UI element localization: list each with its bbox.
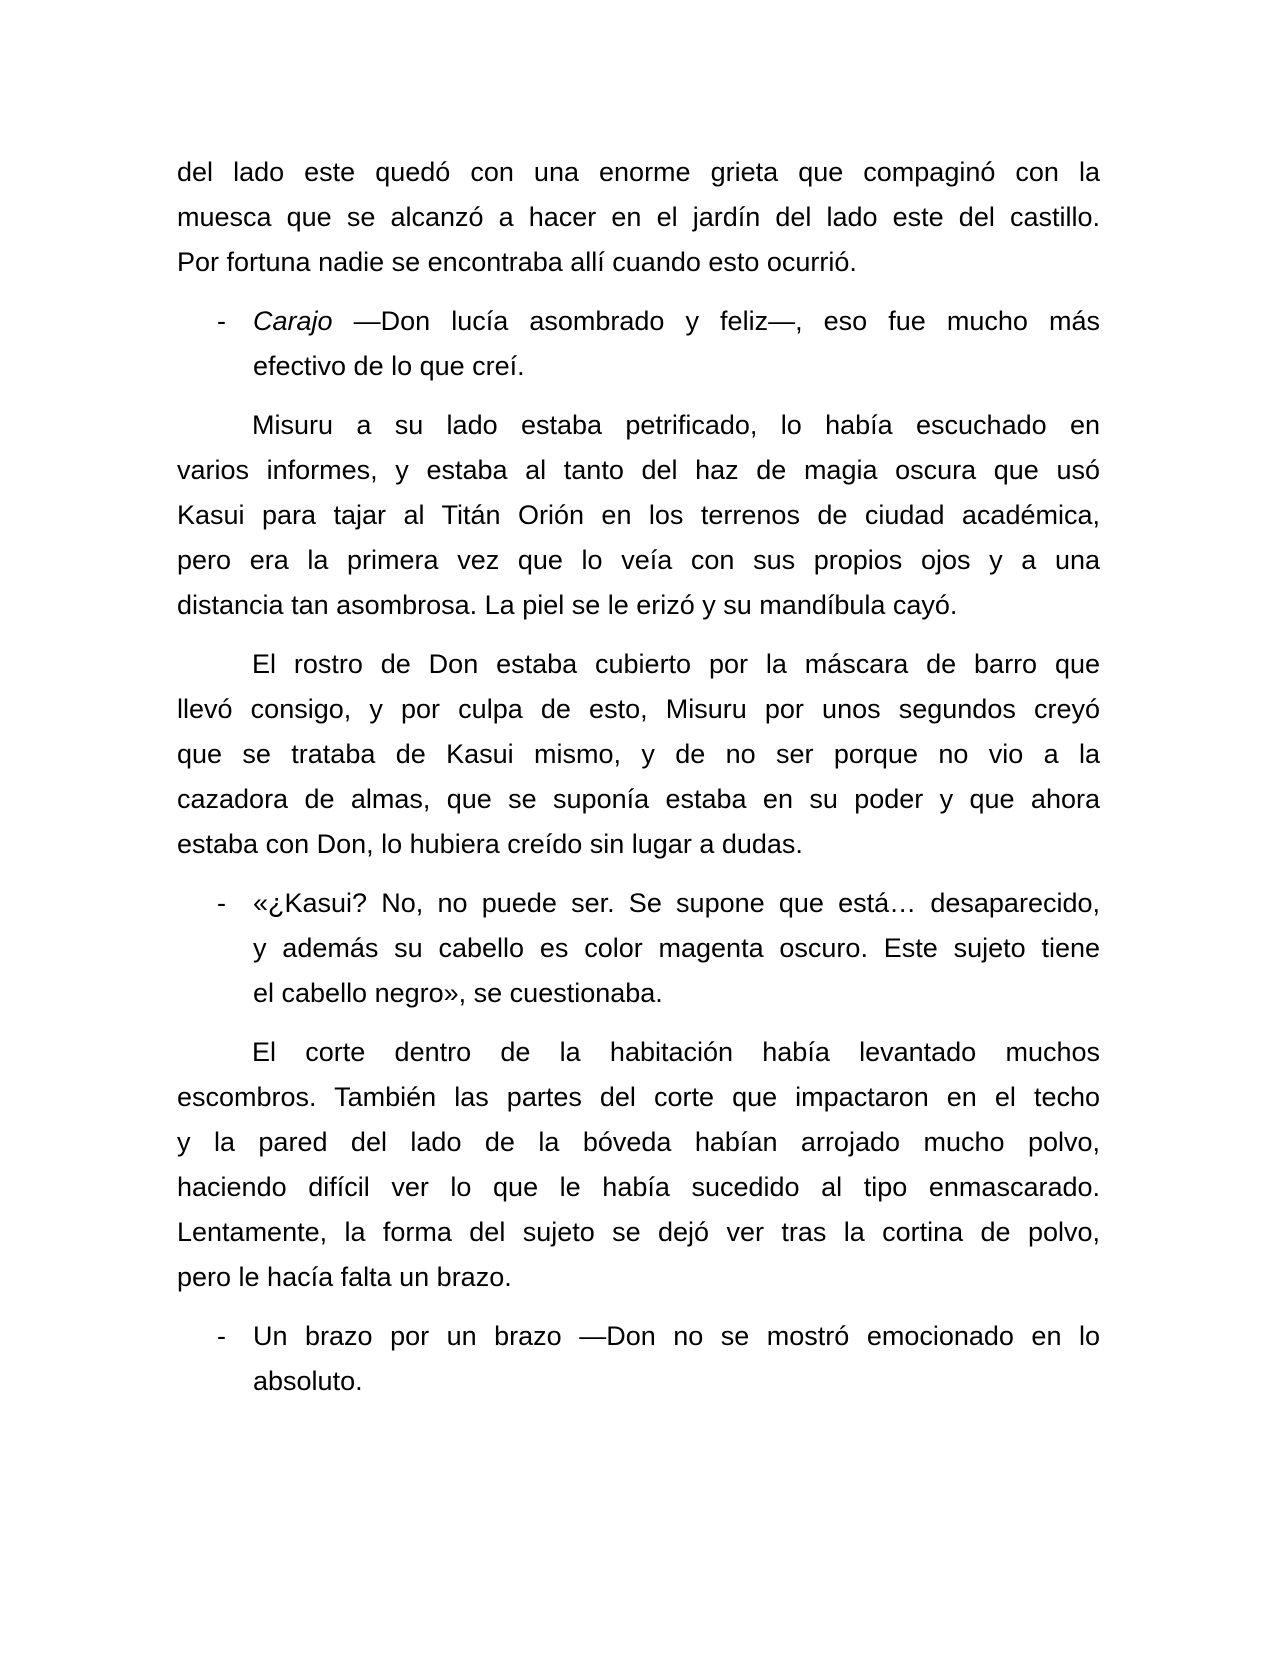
text-line: varios informes, y estaba al tanto del haz de magia oscura que usó bbox=[177, 455, 1100, 485]
text-line: escombros. También las partes del corte que impactaron en el techo bbox=[177, 1082, 1100, 1112]
bullet-dash: - bbox=[217, 888, 226, 918]
text-line: Por fortuna nadie se encontraba allí cuando esto ocurrió. bbox=[177, 247, 857, 277]
text-line: Kasui para tajar al Titán Orión en los terrenos de ciudad académica, bbox=[177, 500, 1100, 530]
paragraph bbox=[177, 642, 1100, 867]
text-line: El rostro de Don estaba cubierto por la máscara de barro que bbox=[252, 649, 1100, 679]
text-line: haciendo difícil ver lo que le había sucedido al tipo enmascarado. bbox=[177, 1172, 1100, 1202]
text-line: Misuru a su lado estaba petrificado, lo había escuchado en bbox=[252, 410, 1100, 440]
bullet-dash: - bbox=[217, 1321, 226, 1351]
text-line: y además su cabello es color magenta oscuro. Este sujeto tiene bbox=[253, 933, 1100, 963]
paragraph bbox=[177, 1030, 1100, 1300]
text-line: Un brazo por un brazo —Don no se mostró emocionado en lo bbox=[253, 1321, 1100, 1351]
text-line: pero le hacía falta un brazo. bbox=[177, 1262, 512, 1292]
text-line: pero era la primera vez que lo veía con sus propios ojos y a una bbox=[177, 545, 1100, 575]
text-line: absoluto. bbox=[253, 1366, 363, 1396]
paragraph bbox=[177, 403, 1100, 628]
bullet-dash: - bbox=[217, 306, 226, 336]
text-line: muesca que se alcanzó a hacer en el jardín del lado este del castillo. bbox=[177, 202, 1100, 232]
text-line: efectivo de lo que creí. bbox=[253, 351, 525, 381]
text-line: el cabello negro», se cuestionaba. bbox=[253, 978, 663, 1008]
text-line: que se trataba de Kasui mismo, y de no ser porque no vio a la bbox=[177, 739, 1100, 769]
text-span: —Don lucía asombrado y feliz—, eso fue mucho más bbox=[332, 306, 1100, 336]
italic-text: Carajo bbox=[253, 306, 333, 336]
text-line: llevó consigo, y por culpa de esto, Misuru por unos segundos creyó bbox=[177, 694, 1100, 724]
text-line: El corte dentro de la habitación había levantado muchos bbox=[252, 1037, 1100, 1067]
text-line: y la pared del lado de la bóveda habían arrojado mucho polvo, bbox=[177, 1127, 1100, 1157]
document-page bbox=[177, 150, 1100, 1418]
text-line: distancia tan asombrosa. La piel se le erizó y su mandíbula cayó. bbox=[177, 590, 958, 620]
text-line: «¿Kasui? No, no puede ser. Se supone que está… desaparecido, bbox=[253, 888, 1100, 918]
text-line: cazadora de almas, que se suponía estaba en su poder y que ahora bbox=[177, 784, 1100, 814]
text-line bbox=[253, 299, 1100, 344]
bullet-item bbox=[177, 1314, 1100, 1404]
bullet-item bbox=[177, 299, 1100, 389]
text-line: Lentamente, la forma del sujeto se dejó ver tras la cortina de polvo, bbox=[177, 1217, 1100, 1247]
text-line: del lado este quedó con una enorme grieta que compaginó con la bbox=[177, 157, 1100, 187]
bullet-item bbox=[177, 881, 1100, 1016]
text-line: estaba con Don, lo hubiera creído sin lugar a dudas. bbox=[177, 829, 803, 859]
paragraph bbox=[177, 150, 1100, 285]
